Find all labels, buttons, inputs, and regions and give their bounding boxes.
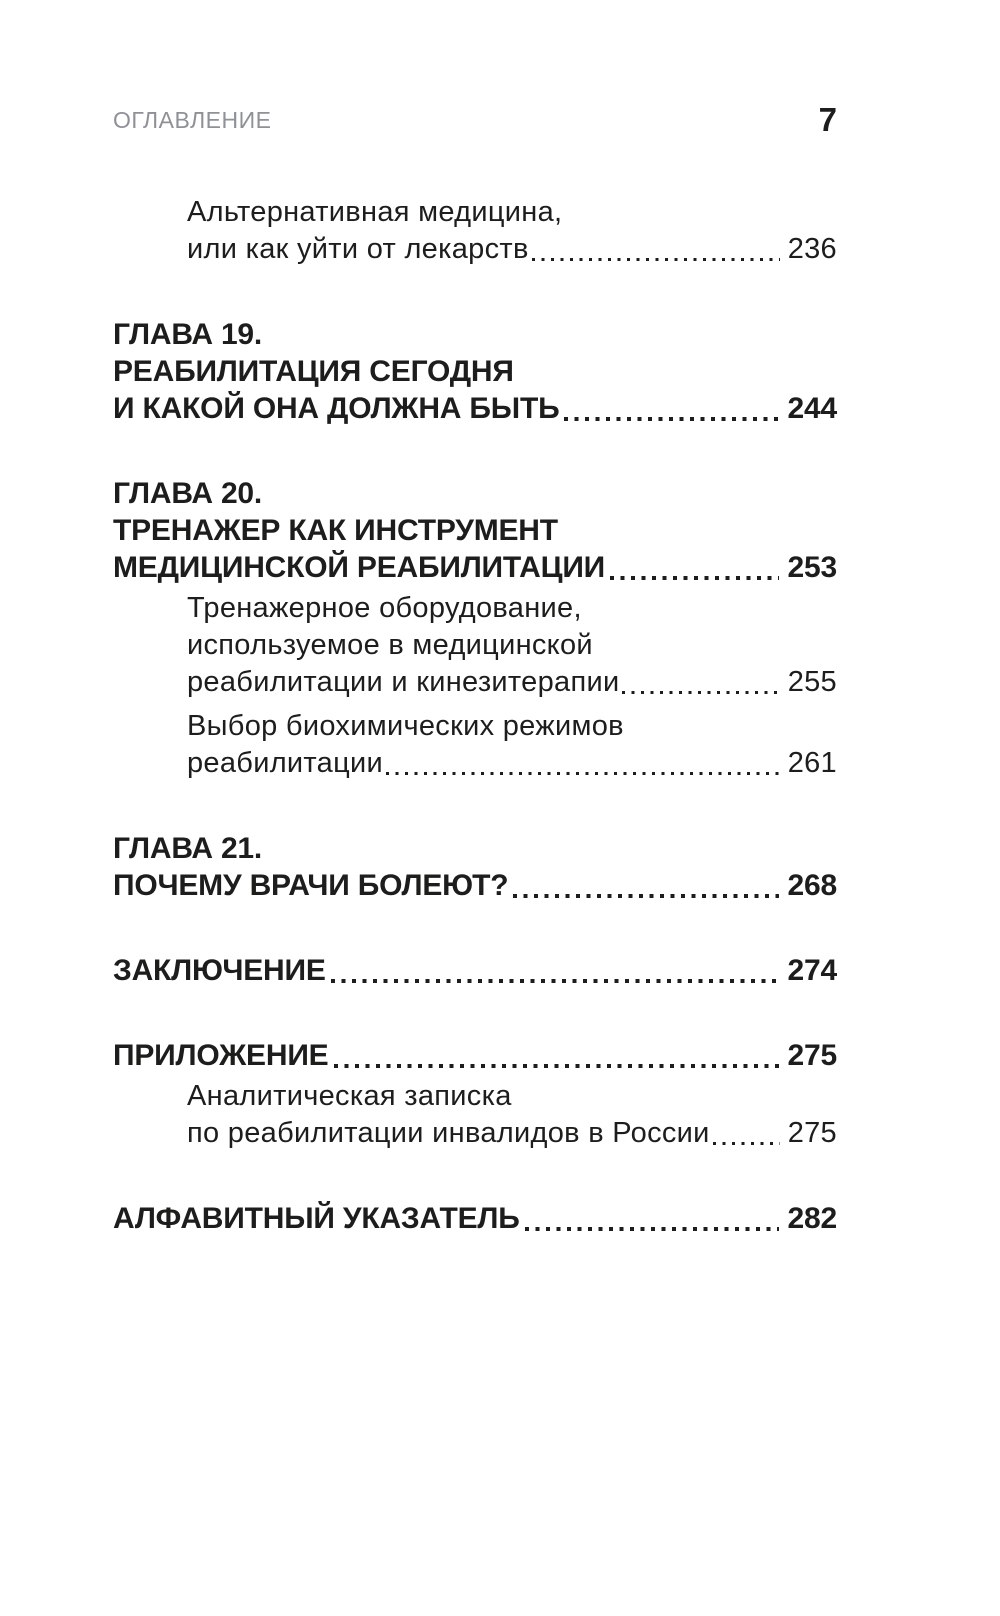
toc-entry-title: АЛФАВИТНЫЙ УКАЗАТЕЛЬ (113, 1202, 520, 1235)
toc-entry-line: Альтернативная медицина, (187, 196, 563, 228)
table-of-contents (113, 194, 837, 1237)
toc-entry-last-line (113, 952, 837, 989)
toc-entry (113, 1037, 837, 1074)
toc-entry-title: И КАКОЙ ОНА ДОЛЖНА БЫТЬ (113, 392, 560, 425)
toc-entry-last-line (113, 1037, 837, 1074)
toc-entry (113, 590, 837, 701)
dot-leader (513, 894, 778, 898)
toc-entry-line: РЕАБИЛИТАЦИЯ СЕГОДНЯ (113, 355, 514, 388)
toc-entry (113, 475, 837, 586)
toc-entry (113, 194, 837, 268)
toc-entry (113, 1078, 837, 1152)
dot-leader (525, 1227, 779, 1231)
toc-entry-page-number: 244 (787, 392, 837, 425)
toc-entry-last-line (113, 867, 837, 904)
toc-entry-page-number: 282 (787, 1202, 837, 1235)
dot-leader (713, 1142, 780, 1145)
dot-leader (610, 576, 778, 580)
running-head-section-label: ОГЛАВЛЕНИЕ (113, 107, 272, 133)
toc-entry-last-line (187, 664, 837, 701)
toc-entry-title: или как уйти от лекарств (187, 233, 529, 265)
toc-entry-last-line (187, 1115, 837, 1152)
toc-entry-page-number: 253 (787, 551, 837, 584)
toc-entry-last-line (187, 231, 837, 268)
toc-entry-page-number: 268 (787, 869, 837, 902)
toc-entry-last-line (113, 1200, 837, 1237)
toc-entry (113, 830, 837, 904)
toc-entry-last-line (187, 745, 837, 782)
toc-entry-line: Тренажерное оборудование, (187, 592, 582, 624)
toc-entry-last-line (113, 549, 837, 586)
toc-entry-line: ГЛАВА 21. (113, 832, 263, 865)
dot-leader (532, 258, 780, 261)
toc-entry-line: ТРЕНАЖЕР КАК ИНСТРУМЕНТ (113, 514, 558, 547)
toc-entry-line: ГЛАВА 20. (113, 477, 263, 510)
toc-entry-last-line (113, 390, 837, 427)
toc-entry-line: ГЛАВА 19. (113, 318, 263, 351)
toc-entry-page-number: 236 (787, 233, 837, 265)
toc-entry-page-number: 261 (787, 747, 837, 779)
toc-entry-title: по реабилитации инвалидов в России (187, 1117, 710, 1149)
folio-page-number: 7 (818, 101, 837, 138)
toc-entry-page-number: 275 (787, 1117, 837, 1149)
dot-leader (334, 1064, 779, 1068)
toc-entry-title: ЗАКЛЮЧЕНИЕ (113, 954, 326, 987)
page-header (113, 101, 837, 138)
toc-entry-page-number: 255 (787, 666, 837, 698)
toc-entry (113, 316, 837, 427)
toc-entry (113, 1200, 837, 1237)
dot-leader (386, 772, 780, 775)
toc-entry-title: реабилитации и кинезитерапии (187, 666, 620, 698)
dot-leader (331, 979, 779, 983)
toc-entry-title: МЕДИЦИНСКОЙ РЕАБИЛИТАЦИИ (113, 551, 606, 584)
toc-entry-title: ПОЧЕМУ ВРАЧИ БОЛЕЮТ? (113, 869, 509, 902)
dot-leader (564, 417, 778, 421)
toc-entry-page-number: 275 (787, 1039, 837, 1072)
toc-entry-title: ПРИЛОЖЕНИЕ (113, 1039, 329, 1072)
toc-entry-title: реабилитации (187, 747, 384, 779)
toc-entry-page-number: 274 (787, 954, 837, 987)
toc-entry (113, 708, 837, 782)
toc-entry-line: Аналитическая записка (187, 1080, 512, 1112)
toc-entry (113, 952, 837, 989)
toc-entry-line: Выбор биохимических режимов (187, 710, 624, 742)
dot-leader (622, 691, 779, 694)
toc-entry-line: используемое в медицинской (187, 629, 593, 661)
